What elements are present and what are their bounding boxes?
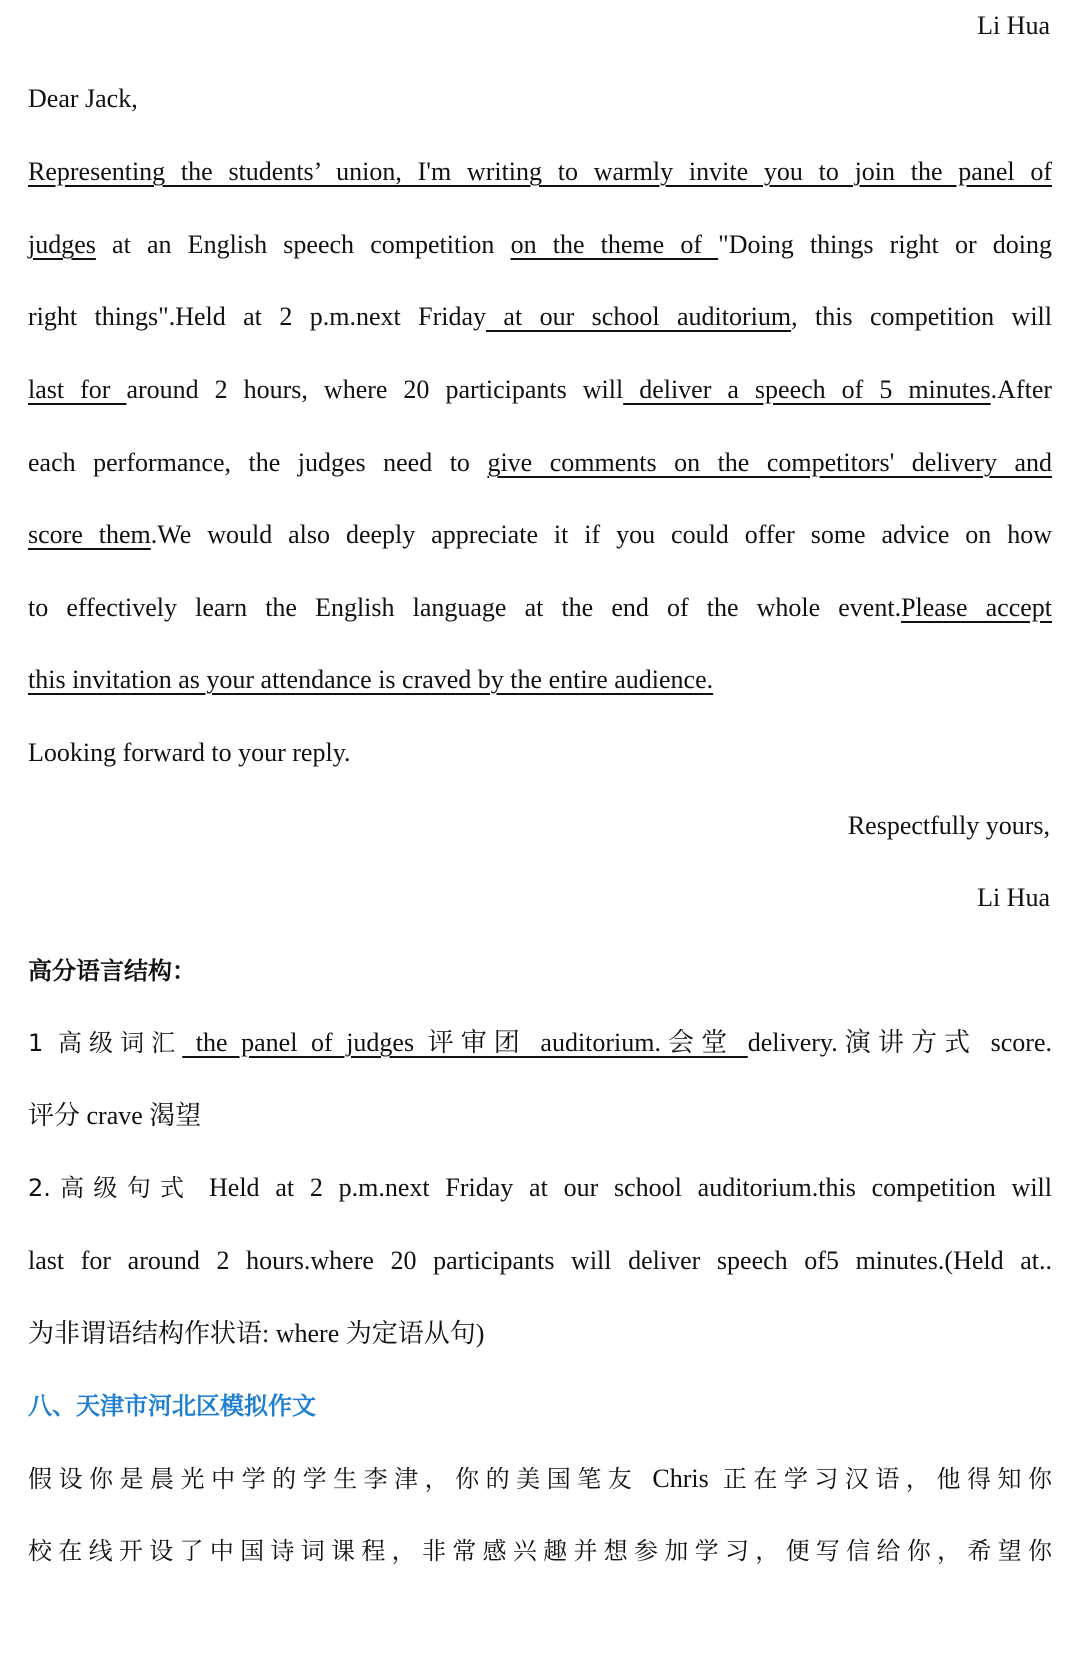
letter-line-7 — [28, 591, 1052, 625]
signature-bottom: Li Hua — [977, 883, 1050, 912]
underlined-phrase: on the theme of — [510, 230, 719, 259]
text-run: .We would also deeply appreciate it if you could offer some advice on how — [150, 520, 1052, 549]
prompt-line-1 — [28, 1462, 1052, 1496]
text-run: to effectively learn the English language at the end of the whole event. — [28, 593, 902, 622]
text-run: at an English speech competition — [95, 230, 511, 259]
text-run: each performance, the judges need to — [28, 448, 488, 477]
sentence-label: 2.高级句式 — [28, 1174, 194, 1202]
underlined-phrase: at our school auditorium — [486, 302, 792, 331]
underlined-phrase: score them — [28, 520, 151, 549]
text-run: right things".Held at 2 p.m.next Friday — [28, 302, 487, 331]
analysis-heading: 高分语言结构： — [28, 957, 196, 985]
underlined-phrase: judges — [28, 230, 96, 259]
underlined-phrase: this invitation as your attendance is craved by the entire audience. — [28, 665, 714, 694]
text-run: Held at 2 p.m.next Friday at our school auditorium.this competition will — [193, 1173, 1052, 1202]
vocab-label: 1 高级词汇 — [28, 1029, 183, 1057]
underlined-phrase: last for — [28, 375, 127, 404]
text-run: around 2 hours, where 20 participants will — [126, 375, 624, 404]
closing: Respectfully yours, — [847, 811, 1050, 840]
letter-line-3 — [28, 300, 1052, 334]
letter-line-2 — [28, 228, 1052, 262]
closing-line: Looking forward to your reply. — [28, 738, 351, 767]
vocab-rest: delivery.演讲方式 score. — [747, 1028, 1052, 1057]
signature-top: Li Hua — [977, 11, 1050, 40]
underlined-phrase: give comments on the competitors' delivery and — [487, 448, 1052, 477]
vocab-line-2: 评分 crave 渴望 — [28, 1101, 202, 1130]
sentence-line-2: last for around 2 hours.where 20 participants will deliver speech of5 minutes.(Held at.. — [28, 1246, 1052, 1275]
letter-line-6 — [28, 518, 1052, 552]
letter-line-5 — [28, 446, 1052, 480]
underlined-phrase: deliver a speech of 5 minutes — [623, 375, 991, 404]
underlined-phrase: Please accept — [901, 593, 1052, 622]
vocab-underlined: the panel of judges 评审团 auditorium.会堂 — [182, 1028, 748, 1057]
sentence-line-3: 为非谓语结构作状语: where 为定语从句) — [28, 1319, 485, 1348]
text-run: Chris — [652, 1464, 709, 1493]
letter-line-1: Representing the students’ union, I'm writing to warmly invite you to join the panel of — [28, 157, 1052, 186]
letter-line-4 — [28, 373, 1052, 407]
text-run: , this competition will — [791, 302, 1053, 331]
letter-line-8 — [28, 663, 1052, 697]
section-title: 八、天津市河北区模拟作文 — [28, 1392, 316, 1420]
salutation: Dear Jack, — [28, 84, 138, 113]
vocab-line-1 — [28, 1026, 1052, 1060]
sentence-line-1 — [28, 1171, 1052, 1205]
text-run: 正在学习汉语，他得知你 — [708, 1465, 1052, 1493]
text-run: "Doing things right or doing — [718, 230, 1052, 259]
text-run: .After — [990, 375, 1053, 404]
prompt-line-2: 校在线开设了中国诗词课程，非常感兴趣并想参加学习，便写信给你，希望你 — [28, 1537, 1052, 1565]
text-run: 假设你是晨光中学的学生李津，你的美国笔友 — [28, 1465, 653, 1493]
